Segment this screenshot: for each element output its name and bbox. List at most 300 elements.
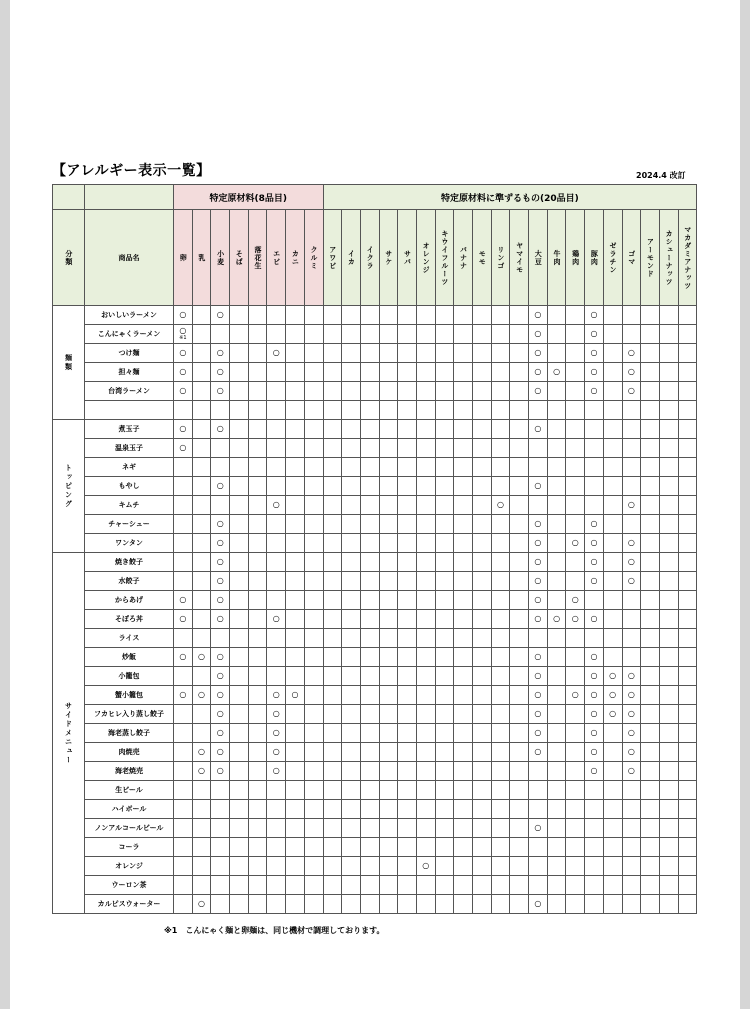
allergen-cell	[398, 857, 417, 876]
allergen-cell	[248, 306, 267, 325]
allergen-cell	[454, 439, 473, 458]
allergen-cell	[286, 648, 305, 667]
allergen-cell	[491, 496, 510, 515]
product-name: ワンタン	[85, 534, 174, 553]
allergen-cell	[510, 781, 529, 800]
allergen-cell	[603, 781, 622, 800]
allergen-cell	[622, 344, 641, 363]
allergen-cell	[659, 572, 678, 591]
allergen-cell	[547, 591, 566, 610]
contains-mark: ○	[534, 481, 542, 490]
allergen-cell	[473, 363, 492, 382]
allergen-cell	[491, 876, 510, 895]
allergen-cell	[286, 344, 305, 363]
allergen-cell	[174, 496, 193, 515]
allergen-cell	[622, 895, 641, 914]
allergen-cell	[435, 648, 454, 667]
allergen-cell	[267, 572, 286, 591]
allergen-cell	[547, 382, 566, 401]
allergen-cell	[192, 572, 211, 591]
allergen-cell	[230, 705, 249, 724]
contains-mark: ○	[534, 690, 542, 699]
allergen-cell	[491, 762, 510, 781]
contains-mark: ○	[627, 766, 635, 775]
allergen-cell	[454, 420, 473, 439]
contains-mark: ○	[272, 614, 280, 623]
allergen-cell	[641, 363, 660, 382]
allergen-header: イクラ	[360, 210, 379, 306]
allergen-cell	[491, 325, 510, 344]
allergen-cell	[622, 838, 641, 857]
allergen-cell	[174, 458, 193, 477]
allergen-cell	[360, 762, 379, 781]
allergen-cell	[267, 743, 286, 762]
allergen-cell	[566, 800, 585, 819]
allergen-cell	[192, 876, 211, 895]
allergen-cell	[585, 629, 604, 648]
allergen-cell	[473, 572, 492, 591]
allergen-cell	[230, 439, 249, 458]
allergen-cell	[491, 629, 510, 648]
allergen-cell	[603, 420, 622, 439]
allergen-cell	[323, 876, 342, 895]
contains-mark: ○	[198, 747, 206, 756]
allergen-cell	[659, 306, 678, 325]
allergen-cell	[622, 591, 641, 610]
allergen-cell	[211, 629, 230, 648]
contains-mark: ○	[216, 747, 224, 756]
allergen-cell	[603, 515, 622, 534]
allergen-cell	[286, 876, 305, 895]
allergen-cell	[473, 439, 492, 458]
allergen-cell	[174, 591, 193, 610]
allergen-cell	[267, 819, 286, 838]
allergen-cell	[304, 553, 323, 572]
allergen-cell	[416, 781, 435, 800]
allergen-cell	[678, 724, 697, 743]
allergen-header-row	[53, 210, 697, 306]
allergen-cell	[585, 382, 604, 401]
allergen-cell	[248, 686, 267, 705]
allergen-cell	[248, 572, 267, 591]
allergen-cell	[491, 401, 510, 420]
allergen-cell	[211, 515, 230, 534]
allergen-cell	[398, 876, 417, 895]
contains-mark: ○	[590, 386, 598, 395]
allergen-cell	[398, 420, 417, 439]
allergen-cell	[192, 743, 211, 762]
allergen-cell	[342, 781, 361, 800]
allergen-cell	[659, 325, 678, 344]
allergen-cell	[603, 800, 622, 819]
allergen-cell	[566, 629, 585, 648]
allergen-cell	[342, 876, 361, 895]
allergen-cell	[192, 819, 211, 838]
allergen-cell	[491, 534, 510, 553]
allergen-cell	[360, 325, 379, 344]
allergen-cell	[379, 610, 398, 629]
allergen-cell	[248, 534, 267, 553]
allergen-cell	[360, 686, 379, 705]
allergen-cell	[342, 553, 361, 572]
allergen-cell	[547, 895, 566, 914]
allergen-cell	[230, 762, 249, 781]
table-row	[53, 838, 697, 857]
allergen-cell	[473, 876, 492, 895]
allergen-cell	[622, 800, 641, 819]
allergen-header: サケ	[379, 210, 398, 306]
footnote-ref: ※1	[179, 335, 187, 341]
allergen-cell	[174, 325, 193, 344]
allergen-cell	[416, 819, 435, 838]
table-row	[53, 686, 697, 705]
allergen-cell	[304, 610, 323, 629]
contains-mark: ○	[291, 690, 299, 699]
allergen-cell	[454, 572, 473, 591]
allergen-cell	[529, 762, 548, 781]
allergen-cell	[230, 344, 249, 363]
contains-mark: ○	[534, 538, 542, 547]
allergen-cell	[286, 553, 305, 572]
allergen-cell	[323, 325, 342, 344]
table-row	[53, 344, 697, 363]
allergen-cell	[379, 572, 398, 591]
allergen-cell	[435, 401, 454, 420]
product-name: 担々麺	[85, 363, 174, 382]
allergen-cell	[174, 667, 193, 686]
allergen-cell	[398, 458, 417, 477]
allergen-cell	[510, 591, 529, 610]
allergen-cell	[491, 838, 510, 857]
allergen-cell	[622, 363, 641, 382]
allergen-cell	[174, 686, 193, 705]
allergen-cell	[641, 838, 660, 857]
allergen-cell	[286, 781, 305, 800]
allergen-cell	[267, 838, 286, 857]
allergen-cell	[435, 553, 454, 572]
allergen-cell	[192, 515, 211, 534]
allergen-cell	[174, 648, 193, 667]
allergen-cell	[230, 515, 249, 534]
allergen-cell	[267, 363, 286, 382]
allergen-cell	[379, 857, 398, 876]
allergen-cell	[454, 781, 473, 800]
allergen-cell	[641, 553, 660, 572]
allergen-cell	[230, 667, 249, 686]
allergen-cell	[678, 477, 697, 496]
allergen-cell	[248, 382, 267, 401]
allergen-cell	[304, 762, 323, 781]
allergen-cell	[192, 724, 211, 743]
table-row	[53, 762, 697, 781]
table-row	[53, 382, 697, 401]
allergen-cell	[323, 705, 342, 724]
allergen-cell	[435, 420, 454, 439]
allergen-cell	[510, 819, 529, 838]
allergen-cell	[323, 800, 342, 819]
allergen-cell	[192, 591, 211, 610]
allergen-cell	[248, 553, 267, 572]
allergen-cell	[622, 724, 641, 743]
allergen-cell	[323, 534, 342, 553]
allergen-cell	[473, 724, 492, 743]
allergen-cell	[603, 458, 622, 477]
allergen-cell	[622, 667, 641, 686]
allergen-cell	[529, 382, 548, 401]
allergen-cell	[286, 306, 305, 325]
allergen-cell	[360, 724, 379, 743]
allergen-cell	[547, 477, 566, 496]
contains-mark: ○	[216, 348, 224, 357]
allergen-cell	[360, 344, 379, 363]
allergen-cell	[286, 743, 305, 762]
allergen-cell	[510, 306, 529, 325]
allergen-cell	[678, 705, 697, 724]
allergen-cell	[342, 477, 361, 496]
allergen-cell	[360, 705, 379, 724]
allergen-cell	[510, 572, 529, 591]
contains-mark: ○	[627, 367, 635, 376]
contains-mark: ○	[272, 690, 280, 699]
allergen-cell	[323, 857, 342, 876]
allergen-cell	[659, 857, 678, 876]
table-row	[53, 705, 697, 724]
allergen-cell	[286, 724, 305, 743]
allergen-cell	[473, 819, 492, 838]
allergen-cell	[659, 743, 678, 762]
allergen-cell	[398, 306, 417, 325]
allergen-cell	[585, 515, 604, 534]
allergen-cell	[267, 876, 286, 895]
allergen-cell	[192, 705, 211, 724]
allergen-cell	[323, 629, 342, 648]
allergen-cell	[192, 838, 211, 857]
allergen-cell	[211, 401, 230, 420]
table-row	[53, 553, 697, 572]
allergen-cell	[585, 344, 604, 363]
allergen-cell	[416, 477, 435, 496]
allergen-cell	[454, 306, 473, 325]
table-row	[53, 895, 697, 914]
allergen-cell	[248, 458, 267, 477]
table-row	[53, 857, 697, 876]
allergen-cell	[248, 420, 267, 439]
allergen-cell	[435, 572, 454, 591]
table-row	[53, 401, 697, 420]
contains-mark: ○	[216, 481, 224, 490]
allergen-cell	[304, 515, 323, 534]
allergen-cell	[603, 439, 622, 458]
allergen-cell	[547, 686, 566, 705]
table-row	[53, 439, 697, 458]
page-title: 【アレルギー表示一覧】	[52, 163, 211, 179]
allergen-cell	[323, 458, 342, 477]
contains-mark: ○	[571, 690, 579, 699]
allergen-cell	[622, 610, 641, 629]
allergen-cell	[678, 401, 697, 420]
allergen-cell	[641, 496, 660, 515]
allergen-cell	[416, 420, 435, 439]
allergen-cell	[248, 724, 267, 743]
allergen-cell	[342, 686, 361, 705]
allergen-cell	[547, 458, 566, 477]
allergen-cell	[174, 857, 193, 876]
allergen-header: 牛肉	[547, 210, 566, 306]
allergen-cell	[211, 648, 230, 667]
allergen-cell	[174, 743, 193, 762]
table-row	[53, 610, 697, 629]
allergen-cell	[286, 382, 305, 401]
allergen-cell	[622, 534, 641, 553]
allergen-cell	[454, 553, 473, 572]
allergen-cell	[416, 306, 435, 325]
allergen-cell	[435, 534, 454, 553]
allergen-cell	[342, 591, 361, 610]
allergen-cell	[379, 895, 398, 914]
allergen-cell	[566, 325, 585, 344]
allergen-cell	[304, 458, 323, 477]
table-row	[53, 667, 697, 686]
product-name: キムチ	[85, 496, 174, 515]
allergen-cell	[510, 610, 529, 629]
allergen-cell	[510, 496, 529, 515]
allergen-cell	[398, 553, 417, 572]
allergen-cell	[323, 686, 342, 705]
allergen-cell	[230, 819, 249, 838]
allergen-cell	[473, 857, 492, 876]
allergen-cell	[416, 629, 435, 648]
allergen-cell	[473, 420, 492, 439]
allergen-cell	[416, 382, 435, 401]
allergen-cell	[529, 743, 548, 762]
allergen-cell	[641, 515, 660, 534]
allergen-cell	[510, 401, 529, 420]
allergen-cell	[454, 401, 473, 420]
allergen-cell	[248, 477, 267, 496]
allergen-cell	[416, 363, 435, 382]
product-name: つけ麺	[85, 344, 174, 363]
allergen-cell	[622, 382, 641, 401]
allergen-cell	[192, 401, 211, 420]
allergen-cell	[454, 838, 473, 857]
allergen-cell	[192, 629, 211, 648]
allergen-cell	[174, 895, 193, 914]
contains-mark: ○	[627, 500, 635, 509]
allergen-cell	[641, 629, 660, 648]
allergen-cell	[435, 876, 454, 895]
product-name: ネギ	[85, 458, 174, 477]
allergen-cell	[211, 705, 230, 724]
table-row	[53, 819, 697, 838]
product-name: 煮玉子	[85, 420, 174, 439]
allergen-cell	[454, 648, 473, 667]
allergen-cell	[678, 629, 697, 648]
allergen-cell	[267, 648, 286, 667]
contains-mark: ○	[216, 367, 224, 376]
allergen-cell	[211, 724, 230, 743]
allergen-cell	[510, 420, 529, 439]
allergen-cell	[323, 572, 342, 591]
contains-mark: ○	[179, 310, 187, 319]
allergen-cell	[622, 420, 641, 439]
allergen-cell	[323, 591, 342, 610]
contains-mark: ○	[534, 671, 542, 680]
allergen-cell	[659, 895, 678, 914]
allergen-cell	[678, 496, 697, 515]
allergen-cell	[230, 800, 249, 819]
contains-mark: ○	[627, 728, 635, 737]
allergen-cell	[473, 686, 492, 705]
allergen-cell	[454, 895, 473, 914]
allergen-cell	[491, 857, 510, 876]
allergen-cell	[547, 572, 566, 591]
allergen-header: リンゴ	[491, 210, 510, 306]
allergen-cell	[398, 496, 417, 515]
contains-mark: ○	[534, 557, 542, 566]
allergen-cell	[286, 857, 305, 876]
allergen-cell	[641, 686, 660, 705]
allergen-cell	[267, 382, 286, 401]
product-name: ライス	[85, 629, 174, 648]
allergen-cell	[585, 420, 604, 439]
allergen-cell	[585, 610, 604, 629]
allergen-cell	[416, 458, 435, 477]
allergen-cell	[622, 572, 641, 591]
allergen-cell	[304, 876, 323, 895]
allergen-cell	[342, 705, 361, 724]
allergen-cell	[491, 420, 510, 439]
allergen-cell	[211, 800, 230, 819]
allergen-cell	[529, 572, 548, 591]
allergen-cell	[603, 363, 622, 382]
contains-mark: ○	[534, 576, 542, 585]
allergen-cell	[267, 306, 286, 325]
allergen-cell	[174, 477, 193, 496]
allergen-cell	[267, 895, 286, 914]
contains-mark: ○	[590, 367, 598, 376]
allergen-cell	[286, 591, 305, 610]
allergen-cell	[174, 363, 193, 382]
allergen-cell	[211, 306, 230, 325]
allergen-cell	[416, 325, 435, 344]
allergen-cell	[304, 800, 323, 819]
allergen-cell	[342, 401, 361, 420]
contains-mark: ○	[179, 424, 187, 433]
allergen-cell	[454, 819, 473, 838]
allergen-cell	[547, 819, 566, 838]
product-name: 生ビール	[85, 781, 174, 800]
allergen-cell	[622, 439, 641, 458]
product-name: 炒飯	[85, 648, 174, 667]
allergen-cell	[659, 838, 678, 857]
allergen-cell	[547, 800, 566, 819]
allergen-cell	[360, 838, 379, 857]
contains-mark: ○	[553, 614, 561, 623]
contains-mark: ○	[534, 595, 542, 604]
allergen-cell	[342, 458, 361, 477]
allergen-table	[52, 184, 697, 914]
allergen-cell	[603, 819, 622, 838]
allergen-cell	[547, 629, 566, 648]
contains-mark: ○	[534, 614, 542, 623]
allergen-cell	[248, 743, 267, 762]
allergen-cell	[641, 819, 660, 838]
contains-mark: ○	[534, 348, 542, 357]
allergen-cell	[304, 857, 323, 876]
allergen-cell	[323, 743, 342, 762]
allergen-cell	[360, 819, 379, 838]
allergen-cell	[174, 876, 193, 895]
